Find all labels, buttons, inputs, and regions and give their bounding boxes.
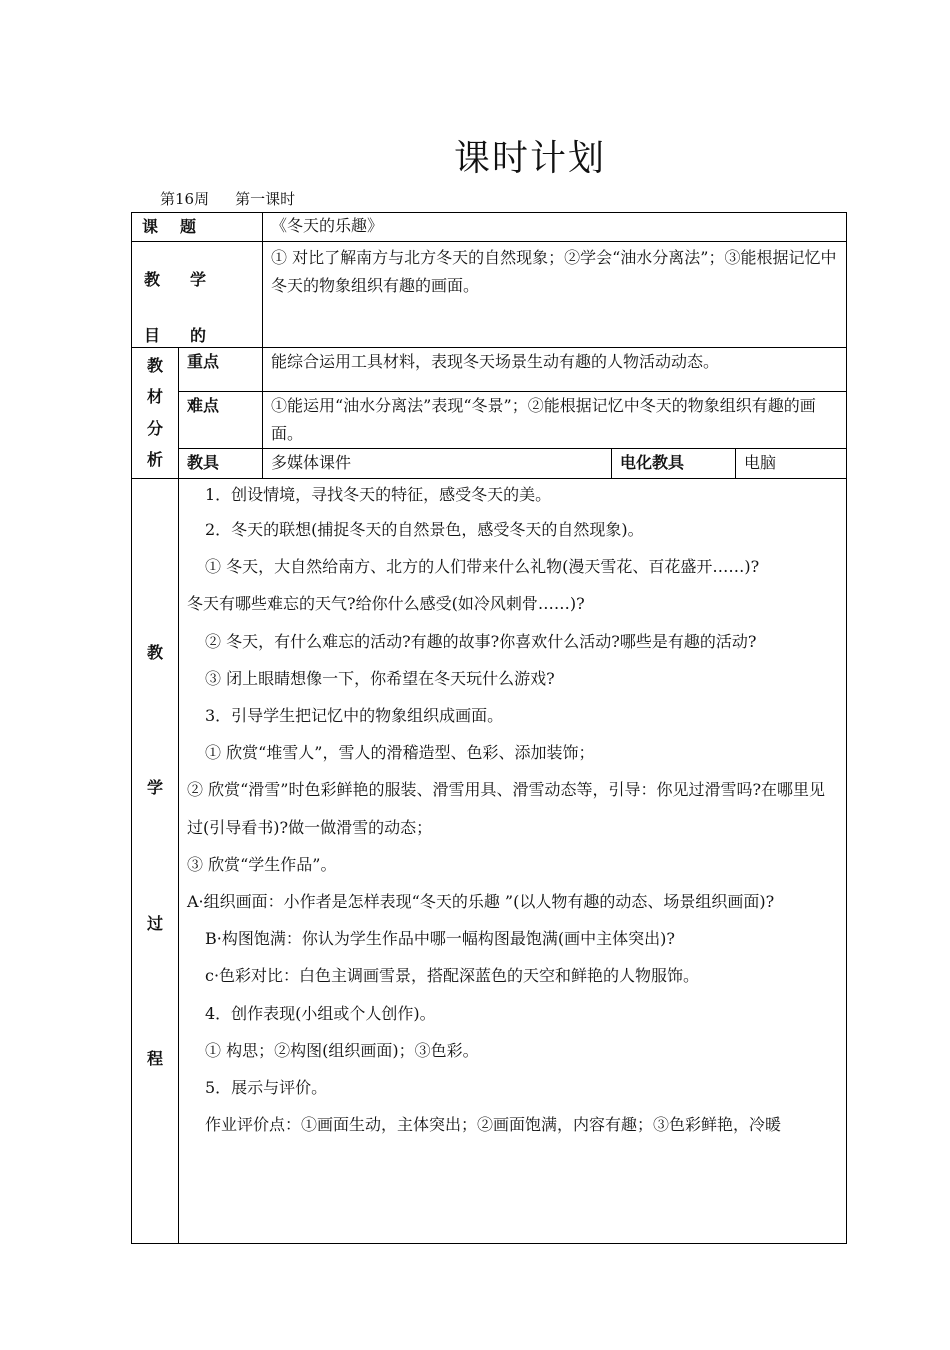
- process-line: 1．创设情境，寻找冬天的特征，感受冬天的美。: [205, 485, 552, 504]
- process-line: 3．引导学生把记忆中的物象组织成画面。: [205, 706, 504, 726]
- process-line: ① 冬天，大自然给南方、北方的人们带来什么礼物(漫天雪花、百花盛开……)?: [205, 557, 760, 577]
- process-label: 教 学 过 程: [132, 479, 179, 1244]
- key-row: [132, 348, 847, 392]
- analysis-label: 教 材 分 析: [132, 348, 179, 479]
- etools-text: 电脑: [736, 449, 847, 479]
- page-title: 课时计划: [453, 138, 606, 179]
- process-line: ③ 欣赏“学生作品”。: [187, 854, 337, 874]
- process-line: ② 冬天，有什么难忘的活动?有趣的故事?你喜欢什么活动?哪些是有趣的活动?: [205, 631, 757, 651]
- process-line: 冬天有哪些难忘的天气?给你什么感受(如冷风刺骨……)?: [187, 594, 585, 614]
- tools-label: 教具: [179, 449, 263, 479]
- difficulty-row: [132, 392, 847, 449]
- week-label: 第16周: [160, 190, 210, 208]
- etools-label: 电化教具: [612, 449, 736, 479]
- process-line: ① 欣赏“堆雪人”，雪人的滑稽造型、色彩、添加装饰；: [205, 743, 595, 763]
- process-row: [132, 479, 847, 1244]
- topic-label: 课 题: [132, 213, 263, 242]
- process-line: c·色彩对比：白色主调画雪景，搭配深蓝色的天空和鲜艳的人物服饰。: [205, 966, 700, 986]
- tools-row: [132, 449, 847, 479]
- process-line: ② 欣赏“滑雪”时色彩鲜艳的服装、滑雪用具、滑雪动态等，引导：你见过滑雪吗?在哪里见过(引导看书)?做一做滑雪的动态；: [187, 780, 826, 837]
- process-line: ① 构思；②构图(组织画面)；③色彩。: [205, 1040, 479, 1060]
- topic-value: 《冬天的乐趣》: [263, 213, 847, 242]
- process-line: ③ 闭上眼睛想像一下，你希望在冬天玩什么游戏?: [205, 668, 555, 688]
- process-line: B·构图饱满：你认为学生作品中哪一幅构图最饱满(画中主体突出)?: [205, 929, 675, 949]
- process-text: [179, 479, 847, 1244]
- difficulty-label: 难点: [179, 392, 263, 449]
- lesson-meta: [160, 188, 321, 209]
- goal-label: 教 学 目 的: [132, 242, 263, 348]
- process-line: 5．展示与评价。: [205, 1078, 328, 1098]
- goal-row: [132, 242, 847, 348]
- process-line: 2．冬天的联想(捕捉冬天的自然景色，感受冬天的自然现象)。: [205, 520, 644, 539]
- key-label: 重点: [179, 348, 263, 392]
- topic-row: [132, 213, 847, 242]
- process-line: 作业评价点：①画面生动，主体突出；②画面饱满，内容有趣；③色彩鲜艳，冷暖: [205, 1115, 782, 1135]
- difficulty-text: ①能运用“油水分离法”表现“冬景”；②能根据记忆中冬天的物象组织有趣的画面。: [263, 392, 847, 449]
- key-text: 能综合运用工具材料，表现冬天场景生动有趣的人物活动动态。: [263, 348, 847, 392]
- lesson-label: 第一课时: [235, 190, 296, 208]
- process-line: A·组织画面：小作者是怎样表现“冬天的乐趣 ”(以人物有趣的动态、场景组织画面)?: [187, 892, 775, 912]
- goal-text: ① 对比了解南方与北方冬天的自然现象；②学会“油水分离法”；③能根据记忆中冬天的物象组织有趣的画面。: [263, 242, 847, 348]
- tools-text: 多媒体课件: [263, 449, 612, 479]
- lesson-plan-table: [131, 212, 847, 1244]
- process-line: 4．创作表现(小组或个人创作)。: [205, 1003, 436, 1023]
